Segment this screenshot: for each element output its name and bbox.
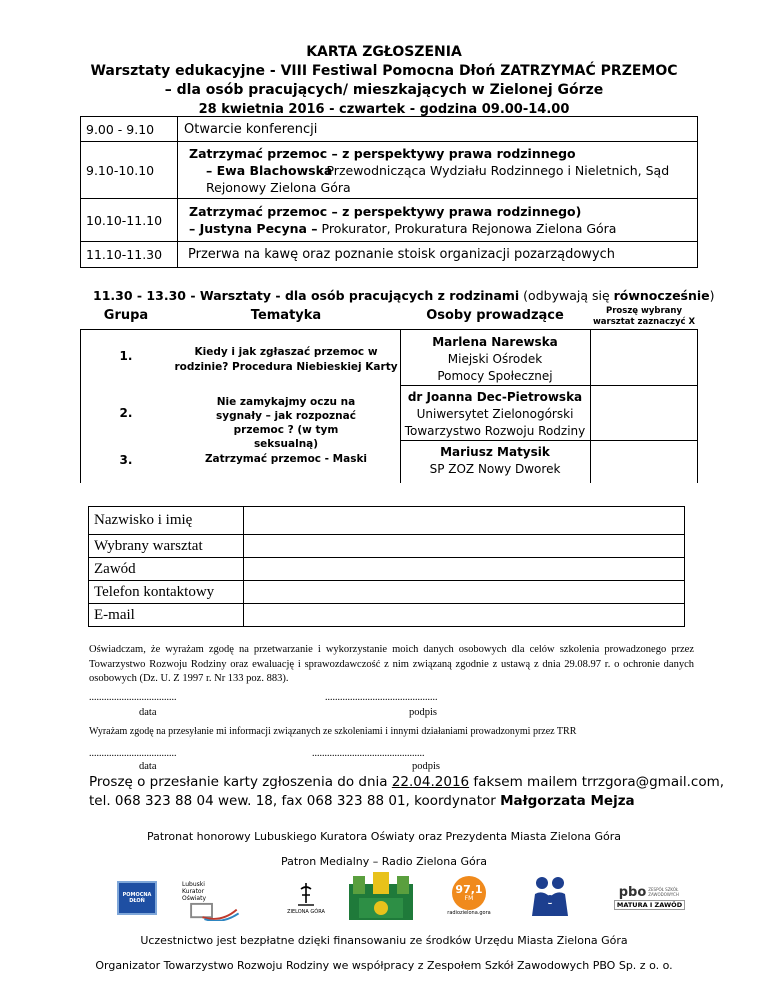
col-header-group: Grupa [103, 308, 149, 323]
pomocna-dlon-logo: POMOCNA DŁOŃ [117, 881, 157, 915]
phone-field[interactable] [244, 581, 685, 604]
form-label: E-mail [89, 604, 244, 627]
workshop-leader: Mariusz Matysik [440, 445, 550, 459]
funding-note: Uczestnictwo jest bezpłatne dzięki finansowaniu ze środków Urzędu Miasta Zielona Góra [140, 934, 628, 947]
schedule-row [81, 117, 698, 142]
select-checkbox[interactable] [591, 441, 697, 483]
schedule-table [80, 116, 698, 268]
organizer-note: Organizator Towarzystwo Rozwoju Rodziny we współpracy z Zespołem Szkół Zawodowych PBO Sp. z o. o. [95, 959, 673, 972]
sign-label: podpis [412, 761, 441, 772]
deadline-date: 22.04.2016 [391, 774, 470, 790]
schedule-speaker: – Ewa Blachowska [206, 162, 333, 178]
schedule-title: Zatrzymać przemoc – z perspektywy prawa rodzinnego) [189, 204, 582, 219]
col-header-topic: Tematyka [250, 308, 322, 323]
audience-line: – dla osób pracujących/ mieszkających w Zielonej Górze [164, 82, 604, 98]
workshops-heading: 11.30 - 13.30 - Warsztaty - dla osób pracujących z rodzinami (odbywają się równocześnie) [93, 288, 715, 303]
profession-field[interactable] [244, 558, 685, 581]
workshop-topic: Zatrzymać przemoc - Maski [204, 453, 368, 465]
workshop-group: 2. [119, 406, 133, 420]
col-header-leaders: Osoby prowadzące [426, 308, 564, 323]
schedule-desc: - Przewodnicząca Wydziału Rodzinnego i Nieletnich, Sąd Rejonowy Zielona Góra [206, 162, 670, 195]
select-checkbox[interactable] [591, 330, 697, 385]
zielona-gora-city-logo: ZIELONA GÓRA [286, 876, 326, 920]
form-label: Wybrany warsztat [89, 535, 244, 558]
radio-zielona-gora-logo: 97,1 FM radiozielona.gora [448, 872, 490, 920]
sign-dots: ............................................. [312, 748, 425, 759]
workshops-table [80, 303, 698, 483]
workshop-topic: Nie zamykajmy oczu na sygnały – jak rozpoznać przemoc ? (w tym seksualną) [216, 396, 356, 450]
family-organization-logo [527, 874, 573, 920]
date-label: data [139, 761, 157, 772]
email-field[interactable] [244, 604, 685, 627]
select-checkbox[interactable] [591, 386, 697, 440]
consent-text: Oświadczam, że wyrażam zgodę na przetwarzanie i wykorzystanie moich danych osobowych dla celów szkolenia prowadzonego przez Towarzystwo Rozwoju Rodziny oraz ewaluację i sprawozdawczość z nim związaną zgodnie z ustawą z dnia 29.08.97 r. o ochronie danych osobowych (Dz. U. Z 1997 r. Nr 133 poz. 883). [89, 644, 694, 684]
registration-form [88, 506, 685, 627]
form-label: Nazwisko i imię [89, 507, 244, 535]
schedule-row [81, 242, 698, 268]
form-label: Telefon kontaktowy [89, 581, 244, 604]
sign-dots: ............................................. [325, 692, 438, 703]
kurator-logo: Lubuski Kurator Oświaty [182, 881, 260, 921]
schedule-time: 9.10-10.10 [81, 142, 178, 199]
workshop-topic: Kiedy i jak zgłaszać przemoc w rodzinie? Procedura Niebieskiej Karty [174, 346, 398, 373]
city-coat-of-arms-icon [345, 870, 417, 922]
sign-label: podpis [409, 707, 438, 718]
col-header-select: Proszę wybrany warsztat zaznaczyć X [592, 306, 696, 327]
workshop-leader: dr Joanna Dec-Pietrowska [407, 390, 583, 404]
contact-line-2: tel. 068 323 88 04 wew. 18, fax 068 323 88 01, koordynator Małgorzata Mejza [89, 793, 635, 809]
honorary-patronage: Patronat honorowy Lubuskiego Kuratora Oświaty oraz Prezydenta Miasta Zielona Góra [146, 830, 622, 843]
form-label: Zawód [89, 558, 244, 581]
schedule-row [81, 199, 698, 242]
event-subtitle: Warsztaty edukacyjne - VIII Festiwal Pomocna Dłoń ZATRZYMAĆ PRZEMOC [90, 63, 678, 79]
name-field[interactable] [244, 507, 685, 535]
pbo-school-logo: pbo ZESPÓŁ SZKÓŁ ZAWODOWYCH MATURA I ZAWÓD [612, 874, 687, 920]
workshop-group: 3. [119, 453, 133, 467]
media-patron: Patron Medialny – Radio Zielona Góra [280, 855, 488, 868]
schedule-speaker: – Justyna Pecyna – [189, 221, 318, 236]
schedule-time: 11.10-11.30 [81, 242, 178, 268]
schedule-title: Zatrzymać przemoc – z perspektywy prawa rodzinnego [189, 145, 576, 161]
date-label: data [139, 707, 157, 718]
page-title: KARTA ZGŁOSZENIA [306, 44, 462, 60]
workshop-org: Uniwersytet Zielonogórski Towarzystwo Rozwoju Rodziny [404, 407, 586, 438]
workshop-org: SP ZOZ Nowy Dworek [429, 462, 561, 476]
workshop-org: Miejski Ośrodek Pomocy Społecznej [437, 352, 553, 383]
schedule-row [81, 142, 698, 199]
schedule-desc: Prokurator, Prokuratura Rejonowa Zielona Góra [317, 221, 617, 236]
date-line: 28 kwietnia 2016 - czwartek - godzina 09.00-14.00 [198, 102, 570, 117]
workshop-leader: Marlena Narewska [432, 335, 558, 349]
schedule-time: 9.00 - 9.10 [81, 117, 178, 142]
schedule-time: 10.10-11.10 [81, 199, 178, 242]
coordinator-name: Małgorzata Mejza [500, 793, 635, 809]
date-dots: ................................... [89, 748, 177, 759]
date-dots: ................................... [89, 692, 177, 703]
workshop-field[interactable] [244, 535, 685, 558]
consent-text-2: Wyrażam zgodę na przesyłanie mi informacji związanych ze szkoleniami i innymi działaniami prowadzonymi przez TRR [89, 726, 577, 737]
contact-line-1: Proszę o przesłanie karty zgłoszenia do dnia 22.04.2016 faksem mailem trrzgora@gmail.com, [89, 774, 725, 790]
schedule-desc: Przerwa na kawę oraz poznanie stoisk organizacji pozarządowych [178, 242, 698, 268]
workshop-group: 1. [119, 349, 133, 363]
schedule-desc: Otwarcie konferencji [178, 117, 698, 142]
